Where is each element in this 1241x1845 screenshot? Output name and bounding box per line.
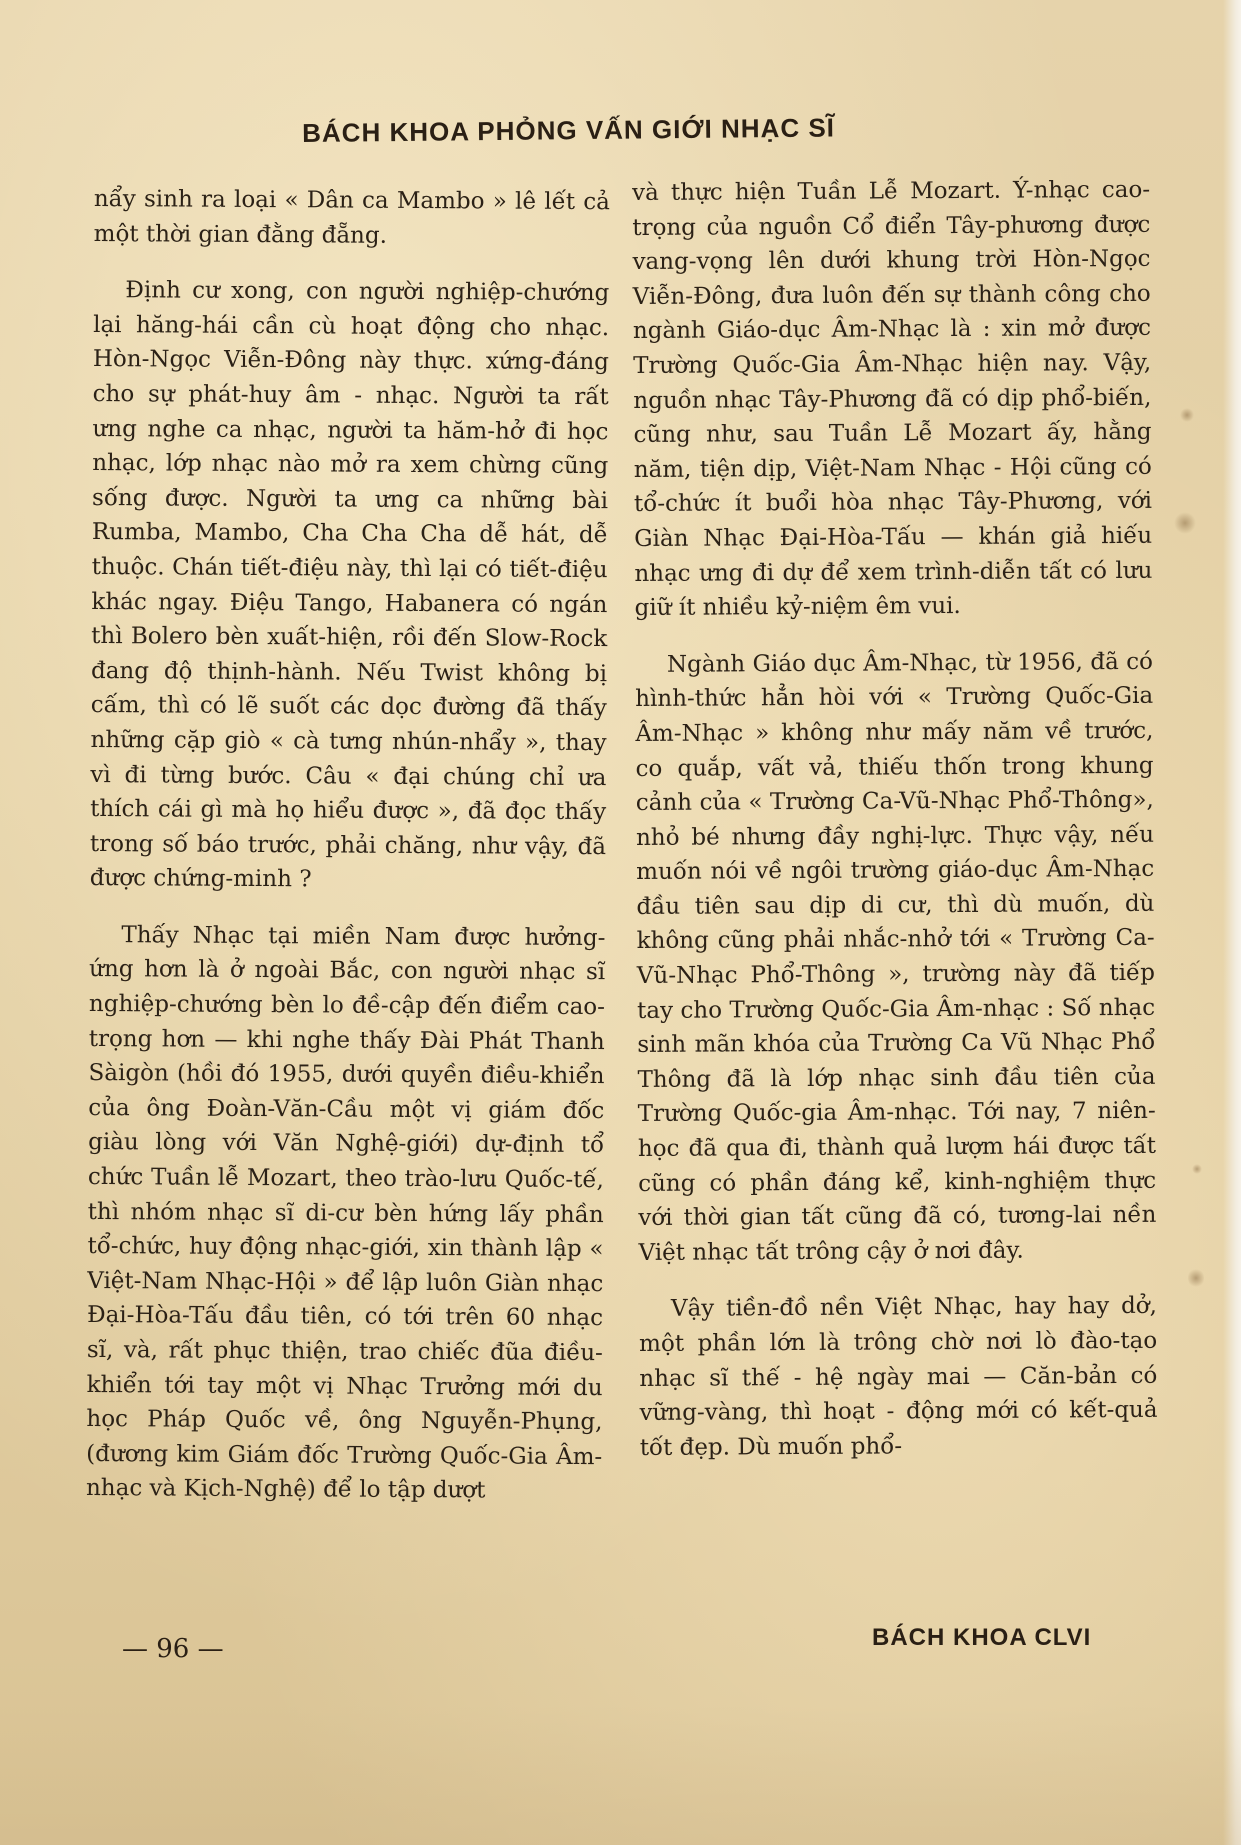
paper-shading	[0, 1705, 1241, 1845]
paragraph: Vậy tiền-đồ nền Việt Nhạc, hay hay dở, một phần lớn là trông chờ nơi lò đào-tạo nhạc sĩ thế - hệ ngày mai — Căn-bản có vững-vàng, thì hoạt - động mới có kết-quả tốt đẹp. Dù muốn phổ-	[639, 1293, 1158, 1461]
paragraph: và thực hiện Tuần Lễ Mozart. Ý-nhạc cao-trọng của nguồn Cổ điển Tây-phương được vang-vọng lên dưới khung trời Hòn-Ngọc Viễn-Đông, đưa luôn đến sự thành công cho ngành Giáo-dục Âm-Nhạc là : xin mở được Trường Quốc-Gia Âm-Nhạc hiện nay. Vậy, nguồn nhạc Tây-Phương đã có dịp phổ-biến, cũng như, sau Tuần Lễ Mozart ấy, hằng năm, tiện dịp, Việt-Nam Nhạc - Hội cũng có tổ-chức ít buổi hòa nhạc Tây-Phương, với Giàn Nhạc Đại-Hòa-Tấu — khán giả hiếu nhạc ưng đi dự để xem trình-diễn tất có lưu giữ ít nhiều kỷ-niệm êm vui.	[632, 176, 1153, 622]
paragraph: nẩy sinh ra loại « Dân ca Mambo » lê lết cả một thời gian đằng đẵng.	[93, 185, 610, 249]
paper-spot	[1180, 408, 1194, 422]
journal-issue: BÁCH KHOA CLVI	[872, 1624, 1092, 1651]
paragraph: Ngành Giáo dục Âm-Nhạc, từ 1956, đã có hình-thức hẳn hòi với « Trường Quốc-Gia Âm-Nhạc » không như mấy năm về trước, co quắp, vất vả, thiếu thốn trong khung cảnh của « Trường Ca-Vũ-Nhạc Phổ-Thông», nhỏ bé nhưng đầy nghị-lực. Thực vậy, nếu muốn nói về ngôi trường giáo-dục Âm-Nhạc đầu tiên sau dịp di cư, thì dù muốn, dù không cũng phải nhắc-nhở tới « Trường Ca-Vũ-Nhạc Phổ-Thông », trường này đã tiếp tay cho Trường Quốc-Gia Âm-nhạc : Số nhạc sinh mãn khóa của Trường Ca Vũ Nhạc Phổ Thông đã là lớp nhạc sinh đầu tiên của Trường Quốc-gia Âm-nhạc. Tới nay, 7 niên-học đã qua đi, thành quả lượm hái được tất cũng có phần đáng kể, kinh-nghiệm thực với thời gian tất cũng đã có, tương-lai nền Việt nhạc tất trông cậy ở nơi đây.	[635, 648, 1157, 1266]
left-column	[86, 182, 610, 1531]
paragraph: Định cư xong, con người nghiệp-chướng lại hăng-hái cần cù hoạt động cho nhạc. Hòn-Ngọc Viễn-Đông này thực. xứng-đáng cho sự phát-huy âm - nhạc. Người ta rất ưng nghe ca nhạc, người ta hăm-hở đi học nhạc, lớp nhạc nào mở ra xem chừng cũng sống được. Người ta ưng ca những bài Rumba, Mambo, Cha Cha Cha dễ hát, dễ thuộc. Chán tiết-điệu này, thì lại có tiết-điệu khác ngay. Điệu Tango, Habanera có ngán thì Bolero bèn xuất-hiện, rồi đến Slow-Rock đang độ thịnh-hành. Nếu Twist không bị cấm, thì có lẽ suốt các dọc đường đã thấy những cặp giò « cà tưng nhún-nhẩy », thay vì đi từng bước. Câu « đại chúng chỉ ưa thích cái gì mà họ hiểu được », đã đọc thấy trong số báo trước, phải chăng, như vậy, đã được chứng-minh ?	[89, 277, 610, 893]
paper-spot	[1174, 512, 1196, 534]
page-edge	[1223, 0, 1241, 1845]
paper-spot	[1192, 1164, 1202, 1174]
right-column	[632, 173, 1158, 1488]
page-number: — 96 —	[122, 1634, 224, 1664]
paper-spot	[1188, 1268, 1204, 1288]
paragraph: Thấy Nhạc tại miền Nam được hưởng-ứng hơn là ở ngoài Bắc, con người nhạc sĩ nghiệp-chướng bèn lo đề-cập đến điểm cao-trọng hơn — khi nghe thấy Đài Phát Thanh Sàigòn (hồi đó 1955, dưới quyền điều-khiển của ông Đoàn-Văn-Cầu một vị giám đốc giàu lòng với Văn Nghệ-giới) dự-định tổ chức Tuần lễ Mozart, theo trào-lưu Quốc-tế, thì nhóm nhạc sĩ di-cư bèn hứng lấy phần tổ-chức, huy động nhạc-giới, xin thành lập « Việt-Nam Nhạc-Hội » để lập luôn Giàn nhạc Đại-Hòa-Tấu đầu tiên, có tới trên 60 nhạc sĩ, và, rất phục thiện, trao chiếc đũa điều-khiển tới tay một vị Nhạc Trưởng mới du học Pháp Quốc về, ông Nguyễn-Phụng, (đương kim Giám đốc Trường Quốc-Gia Âm-nhạc và Kịch-Nghệ) để lo tập dượt	[85, 922, 606, 1504]
running-title: BÁCH KHOA PHỎNG VẤN GIỚI NHẠC SĨ	[302, 112, 836, 148]
